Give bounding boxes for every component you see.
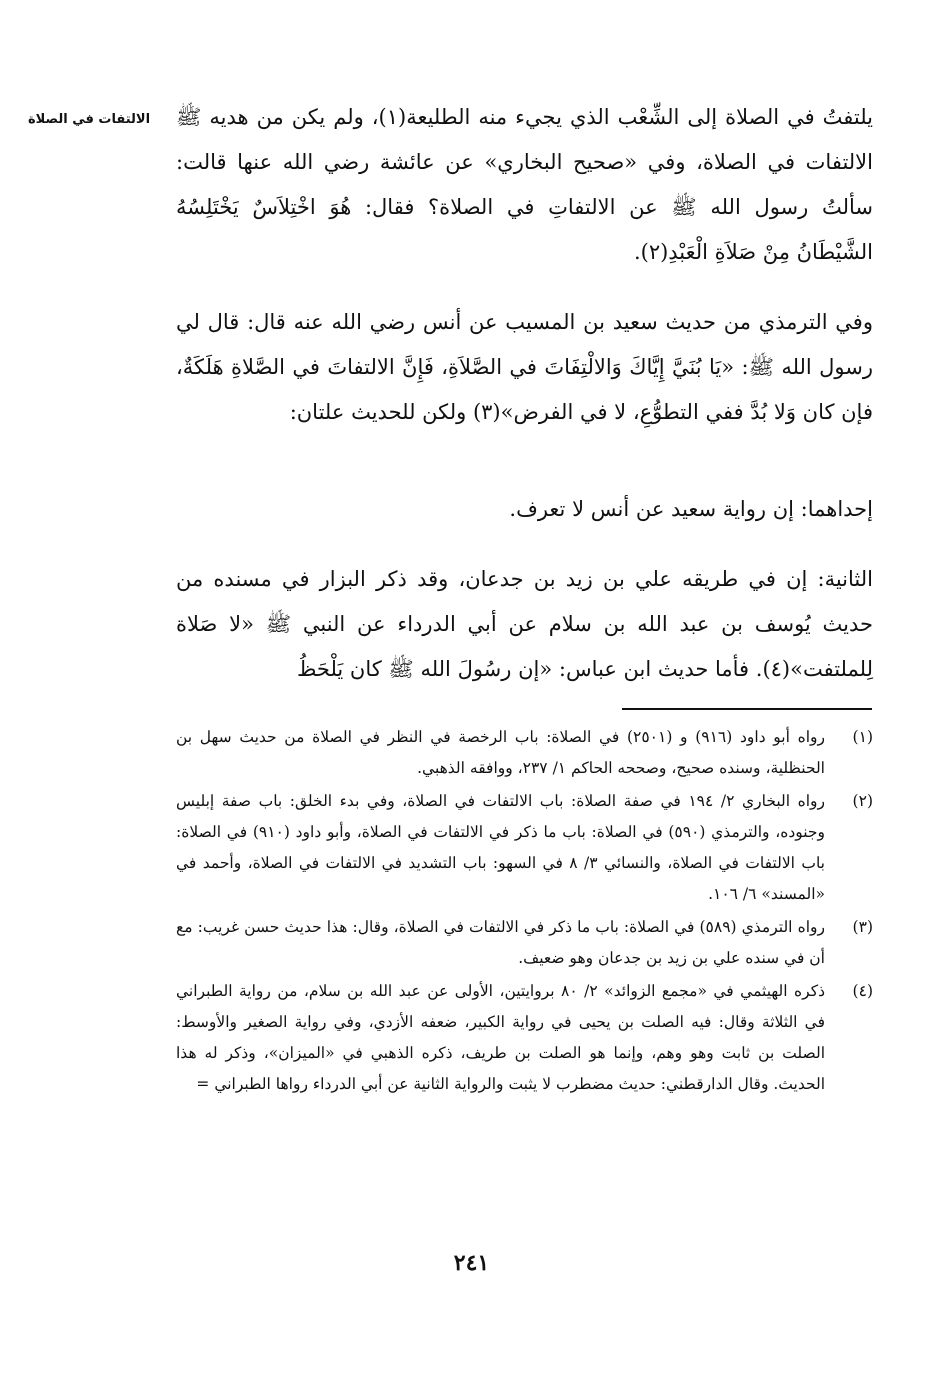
footnote-2 xyxy=(176,786,873,910)
footnote-text: رواه الترمذي (٥٨٩) في الصلاة: باب ما ذكر في الالتفات في الصلاة، وقال: هذا حديث حسن غريب: مع أن في سنده علي بن زيد بن جدعان وهو ضعيف. xyxy=(176,918,825,967)
paragraph-2: وفي الترمذي من حديث سعيد بن المسيب عن أنس رضي الله عنه قال: قال لي رسول الله ﷺ: «يَا بُنَيَّ إِيَّاكَ وَالالْتِفَاتَ في الصَّلاَةِ، فَإِنَّ الالتفاتَ في الصَّلاةِ هَلَكَةٌ، فإن كان وَلا بُدَّ ففي التطوُّعِ، لا في الفرض»(٣) ولكن للحديث علتان: xyxy=(176,310,873,424)
footnote-3 xyxy=(176,912,873,974)
paragraph-1: يلتفتُ في الصلاة إلى الشِّعْب الذي يجيء منه الطليعة(١)، ولم يكن من هديه ﷺ الالتفات في الصلاة، وفي «صحيح البخاري» عن عائشة رضي الله عنها قالت: سألتُ رسول الله ﷺ عن الالتفاتِ في الصلاة؟ فقال: هُوَ اخْتِلاَسٌ يَخْتَلِسُهُ الشَّيْطَانُ مِنْ صَلاَةِ الْعَبْدِ(٢). xyxy=(176,105,873,264)
footnote-1 xyxy=(176,722,873,784)
footnote-number: (١) xyxy=(852,728,873,746)
footnotes xyxy=(176,722,873,1102)
footnote-number: (٢) xyxy=(852,792,873,810)
paragraph-4: الثانية: إن في طريقه علي بن زيد بن جدعان، وقد ذكر البزار في مسنده من حديث يُوسف بن عبد الله بن سلام عن أبي الدرداء عن النبي ﷺ «لا صَلاة لِلملتفت»(٤). فأما حديث ابن عباس: «إن رسُولَ الله ﷺ كان يَلْحَظُ xyxy=(176,567,873,681)
margin-note: الالتفات في الصلاة xyxy=(28,112,151,127)
footnote-separator xyxy=(622,708,872,710)
footnote-4 xyxy=(176,976,873,1100)
footnote-text: رواه البخاري ٢/ ١٩٤ في صفة الصلاة: باب الالتفات في الصلاة، وفي بدء الخلق: باب صفة إبليس وجنوده، والترمذي (٥٩٠) في الصلاة: باب ما ذكر في الالتفات في الصلاة، وأبو داود (٩١٠) في الصلاة: باب الالتفات في الصلاة، والنسائي ٣/ ٨ في السهو: باب التشديد في الالتفات في الصلاة، وأحمد في «المسند» ٦/ ١٠٦. xyxy=(176,792,825,903)
footnote-text: ذكره الهيثمي في «مجمع الزوائد» ٢/ ٨٠ بروايتين، الأولى عن عبد الله بن سلام، من رواية الطبراني في الثلاثة وقال: فيه الصلت بن يحيى في رواية الكبير، ضعفه الأزدي، وفي رواية الصغير والأوسط: الصلت بن ثابت وهو وهم، وإنما هو الصلت بن طريف، ذكره الذهبي في «الميزان»، وذكر له هذا الحديث. وقال الدارقطني: حديث مضطرب لا يثبت والرواية الثانية عن أبي الدرداء رواها الطبراني = xyxy=(176,982,825,1093)
page-number: ٢٤١ xyxy=(453,1250,490,1276)
paragraph-3: إحداهما: إن رواية سعيد عن أنس لا تعرف. xyxy=(509,497,873,521)
footnote-number: (٣) xyxy=(852,918,873,936)
footnote-text: رواه أبو داود (٩١٦) و (٢٥٠١) في الصلاة: باب الرخصة في النظر في الصلاة من حديث سهل بن الحنظلية، وسنده صحيح، وصححه الحاكم ١/ ٢٣٧، ووافقه الذهبي. xyxy=(176,728,825,777)
footnote-number: (٤) xyxy=(852,982,873,1000)
